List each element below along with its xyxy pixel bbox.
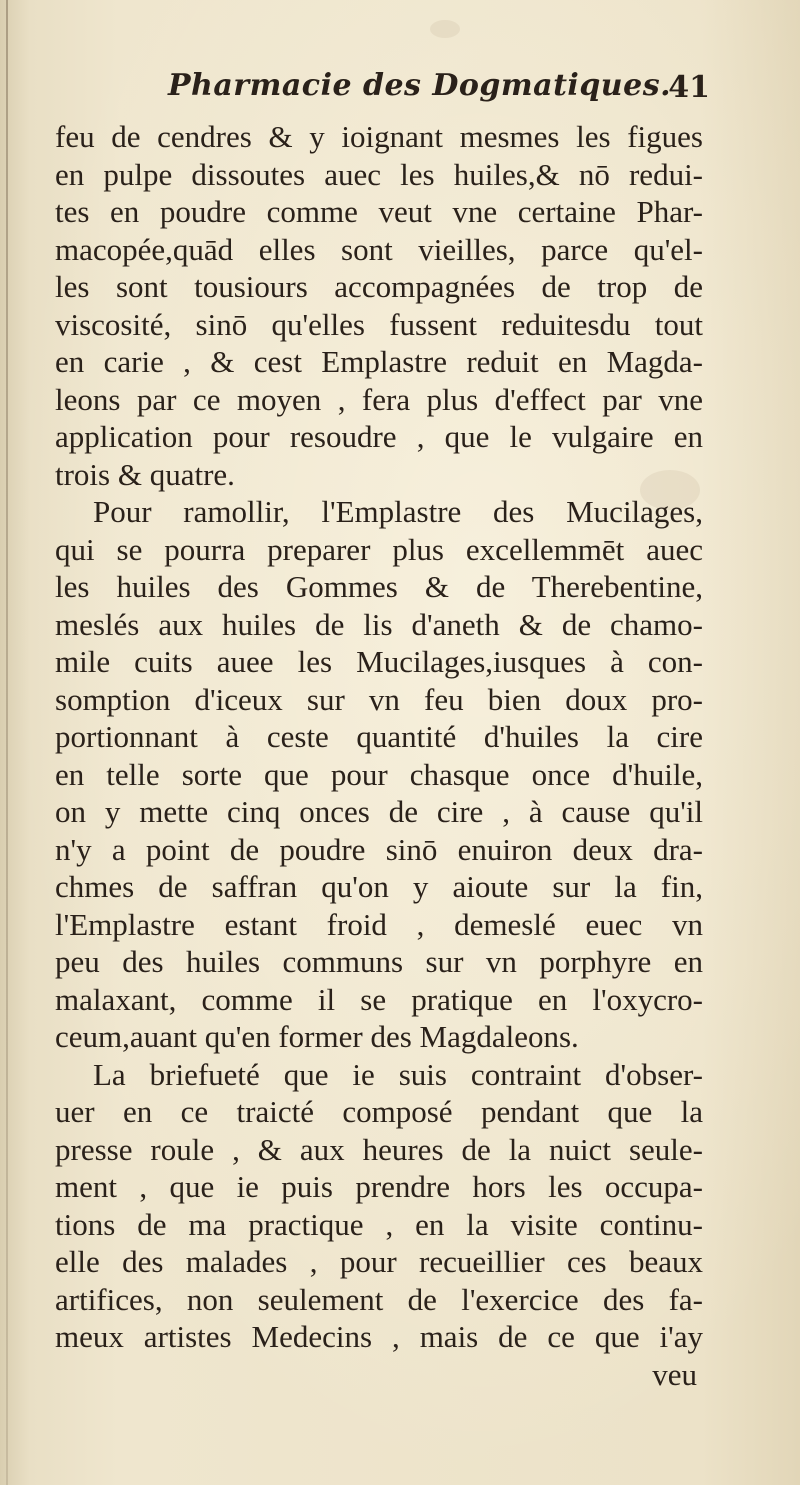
text-line: viscosité, sinō qu'elles fussent reduitesdu tout (55, 306, 703, 342)
text-line: malaxant, comme il se pratique en l'oxycro- (55, 981, 703, 1017)
text-line: chmes de saffran qu'on y aioute sur la fin, (55, 869, 703, 904)
text-line: presse roule , & aux heures de la nuict seule- (55, 1131, 703, 1167)
page-header (150, 68, 710, 118)
running-title: Pharmacie des Dogmatiques. (168, 68, 672, 103)
text-line: ceum,auant qu'en former des Magdaleons. (55, 1019, 579, 1054)
text-line: tes en poudre comme veut vne certaine Phar- (55, 194, 703, 229)
text-line: somption d'iceux sur vn feu bien doux pro- (55, 681, 703, 717)
text-line: qui se pourra preparer plus excellemmēt auec (55, 531, 703, 567)
text-line: elle des malades , pour recueillier ces beaux (55, 1244, 703, 1279)
text-line: uer en ce traicté composé pendant que la (55, 1094, 703, 1129)
text-line: en carie , & cest Emplastre reduit en Magda- (55, 344, 703, 379)
binding-gutter (6, 0, 8, 1485)
text-line: Pour ramollir, l'Emplastre des Mucilages, (93, 494, 703, 529)
page-number: 41 (668, 70, 710, 105)
paper-stain (430, 20, 460, 38)
text-line: en telle sorte que pour chasque once d'huile, (55, 756, 703, 792)
catchword: veu (652, 1356, 697, 1392)
text-line: mile cuits auee les Mucilages,iusques à con- (55, 644, 703, 679)
text-line: meux artistes Medecins , mais de ce que i'ay (55, 1319, 703, 1354)
text-line: en pulpe dissoutes auec les huiles,& nō redui- (55, 156, 703, 192)
text-line: macopée,quād elles sont vieilles, parce qu'el- (55, 231, 703, 267)
text-line: meslés aux huiles de lis d'aneth & de chamo- (55, 606, 703, 642)
text-line: leons par ce moyen , fera plus d'effect par vne (55, 381, 703, 417)
text-line: feu de cendres & y ioignant mesmes les figues (55, 119, 703, 154)
body-text (55, 118, 703, 1393)
text-line: portionnant à ceste quantité d'huiles la cire (55, 719, 703, 754)
text-line: tions de ma practique , en la visite continu- (55, 1206, 703, 1242)
text-line: on y mette cinq onces de cire , à cause qu'il (55, 794, 703, 829)
text-line: trois & quatre. (55, 456, 235, 492)
text-line: les sont tousiours accompagnées de trop de (55, 269, 703, 304)
text-line: l'Emplastre estant froid , demeslé euec vn (55, 906, 703, 942)
text-line: application pour resoudre , que le vulgaire en (55, 419, 703, 454)
text-line: artifices, non seulement de l'exercice des fa- (55, 1281, 703, 1317)
text-line: peu des huiles communs sur vn porphyre en (55, 944, 703, 979)
text-line: n'y a point de poudre sinō enuiron deux dra- (55, 831, 703, 867)
text-line: La briefueté que ie suis contraint d'obser- (93, 1056, 703, 1092)
text-line: ment , que ie puis prendre hors les occupa- (55, 1169, 703, 1204)
text-line: les huiles des Gommes & de Therebentine, (55, 569, 703, 604)
